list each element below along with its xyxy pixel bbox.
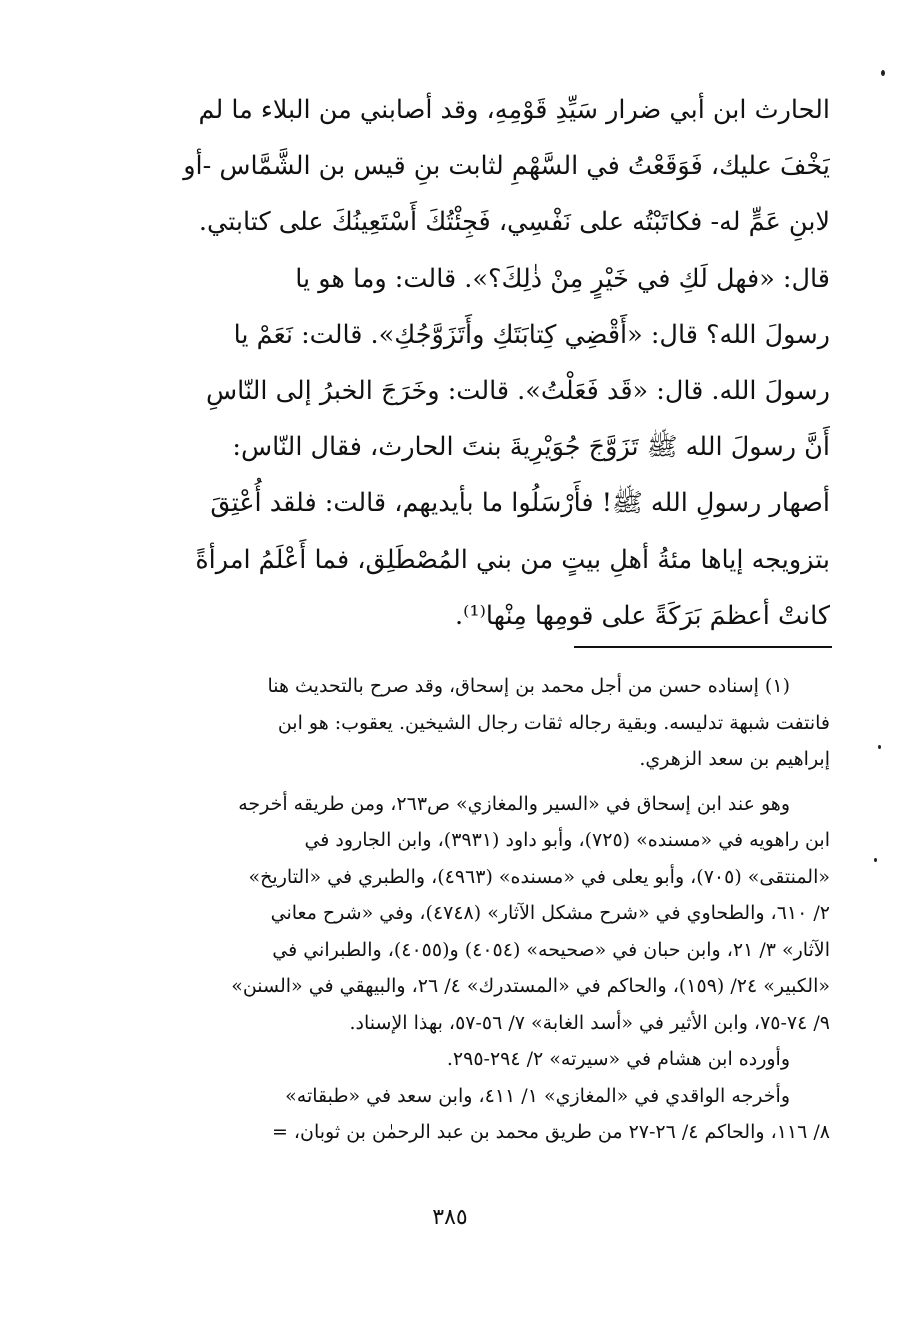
footnote-line: وأخرجه الواقدي في «المغازي» ١/ ٤١١، وابن سعد في «طبقاته» bbox=[285, 1084, 790, 1107]
footnotes bbox=[130, 668, 830, 1151]
footnote-line: ٢/ ٦١٠، والطحاوي في «شرح مشكل الآثار» (٤٧٤٨)، وفي «شرح معاني bbox=[270, 902, 830, 924]
footnote-line: «الكبير» ٢٤/ (١٥٩)، والحاكم في «المستدرك» ٤/ ٢٦، والبيهقي في «السنن» bbox=[231, 975, 830, 997]
main-text bbox=[130, 82, 830, 644]
footnote-line: إبراهيم بن سعد الزهري. bbox=[639, 748, 830, 770]
main-text-line: رسولَ الله. قال: «قَد فَعَلْتُ». قالت: وخَرَجَ الخبرُ إلى النّاسِ bbox=[206, 375, 830, 406]
footnote-line: وهو عند ابن إسحاق في «السير والمغازي» ص٢٦٣، ومن طريقه أخرجه bbox=[238, 792, 790, 815]
main-text-line: يَخْفَ عليك، فَوَقَعْتُ في السَّهْمِ لثابت بنِ قيس بن الشَّمَّاس -أو bbox=[183, 151, 830, 182]
main-text-line: أصهار رسولِ الله ﷺ! فأَرْسَلُوا ما بأيديهم، قالت: فلقد أُعْتِقَ bbox=[210, 488, 830, 519]
main-text-line: رسولَ الله؟ قال: «أَقْضِي كِتابَتَكِ وأَتَزَوَّجُكِ». قالت: نَعَمْ يا bbox=[233, 319, 830, 350]
main-text-line: لابنِ عَمٍّ له- فكاتَبْتُه على نَفْسِي، فَجِئْتُكَ أَسْتَعِينُكَ على كتابتي. bbox=[198, 207, 830, 238]
footnote-line: ٨/ ١١٦، والحاكم ٤/ ٢٦-٢٧ من طريق محمد بن عبد الرحمٰن بن ثوبان، = bbox=[271, 1121, 830, 1143]
footnote-line: (١) إسناده حسن من أجل محمد بن إسحاق، وقد صرح بالتحديث هنا bbox=[267, 675, 790, 697]
footnote-line: ٩/ ٧٤-٧٥، وابن الأثير في «أسد الغابة» ٧/ ٥٦-٥٧، بهذا الإسناد. bbox=[349, 1011, 830, 1034]
main-text-line: بتزويجه إياها مئةُ أهلِ بيتٍ من بني المُصْطَلِق، فما أَعْلَمُ امرأةً bbox=[195, 544, 830, 575]
scan-speck bbox=[874, 858, 877, 862]
main-text-line: الحارث ابن أبي ضرار سَيِّدِ قَوْمِهِ، وقد أصابني من البلاء ما لم bbox=[198, 95, 830, 125]
scan-speck bbox=[878, 745, 881, 749]
page-number: ٣٨٥ bbox=[432, 1205, 468, 1230]
footnote-line: «المنتقى» (٧٠٥)، وأبو يعلى في «مسنده» (٤٩٦٣)، والطبري في «التاريخ» bbox=[248, 865, 830, 888]
footnote-line: وأورده ابن هشام في «سيرته» ٢/ ٢٩٤-٢٩٥. bbox=[446, 1048, 790, 1070]
footnote-line: فانتفت شبهة تدليسه. وبقية رجاله ثقات رجال الشيخين. يعقوب: هو ابن bbox=[277, 711, 830, 734]
main-text-line: أَنَّ رسولَ الله ﷺ تَزَوَّجَ جُوَيْرِيةَ بنتَ الحارث، فقال النّاس: bbox=[232, 432, 830, 463]
footnote-divider bbox=[574, 646, 832, 648]
main-text-line: قال: «فهل لَكِ في خَيْرٍ مِنْ ذٰلِكَ؟». قالت: وما هو يا bbox=[295, 263, 830, 294]
footnote-line: الآثار» ٣/ ٢١، وابن حبان في «صحيحه» (٤٠٥٤) و(٤٠٥٥)، والطبراني في bbox=[272, 938, 830, 961]
scan-speck bbox=[881, 70, 885, 76]
main-text-line: كانتْ أعظمَ بَرَكَةً على قومِها مِنْها⁽¹⁾. bbox=[455, 600, 830, 631]
footnote-line: ابن راهويه في «مسنده» (٧٢٥)، وأبو داود (٣٩٣١)، وابن الجارود في bbox=[304, 829, 830, 851]
